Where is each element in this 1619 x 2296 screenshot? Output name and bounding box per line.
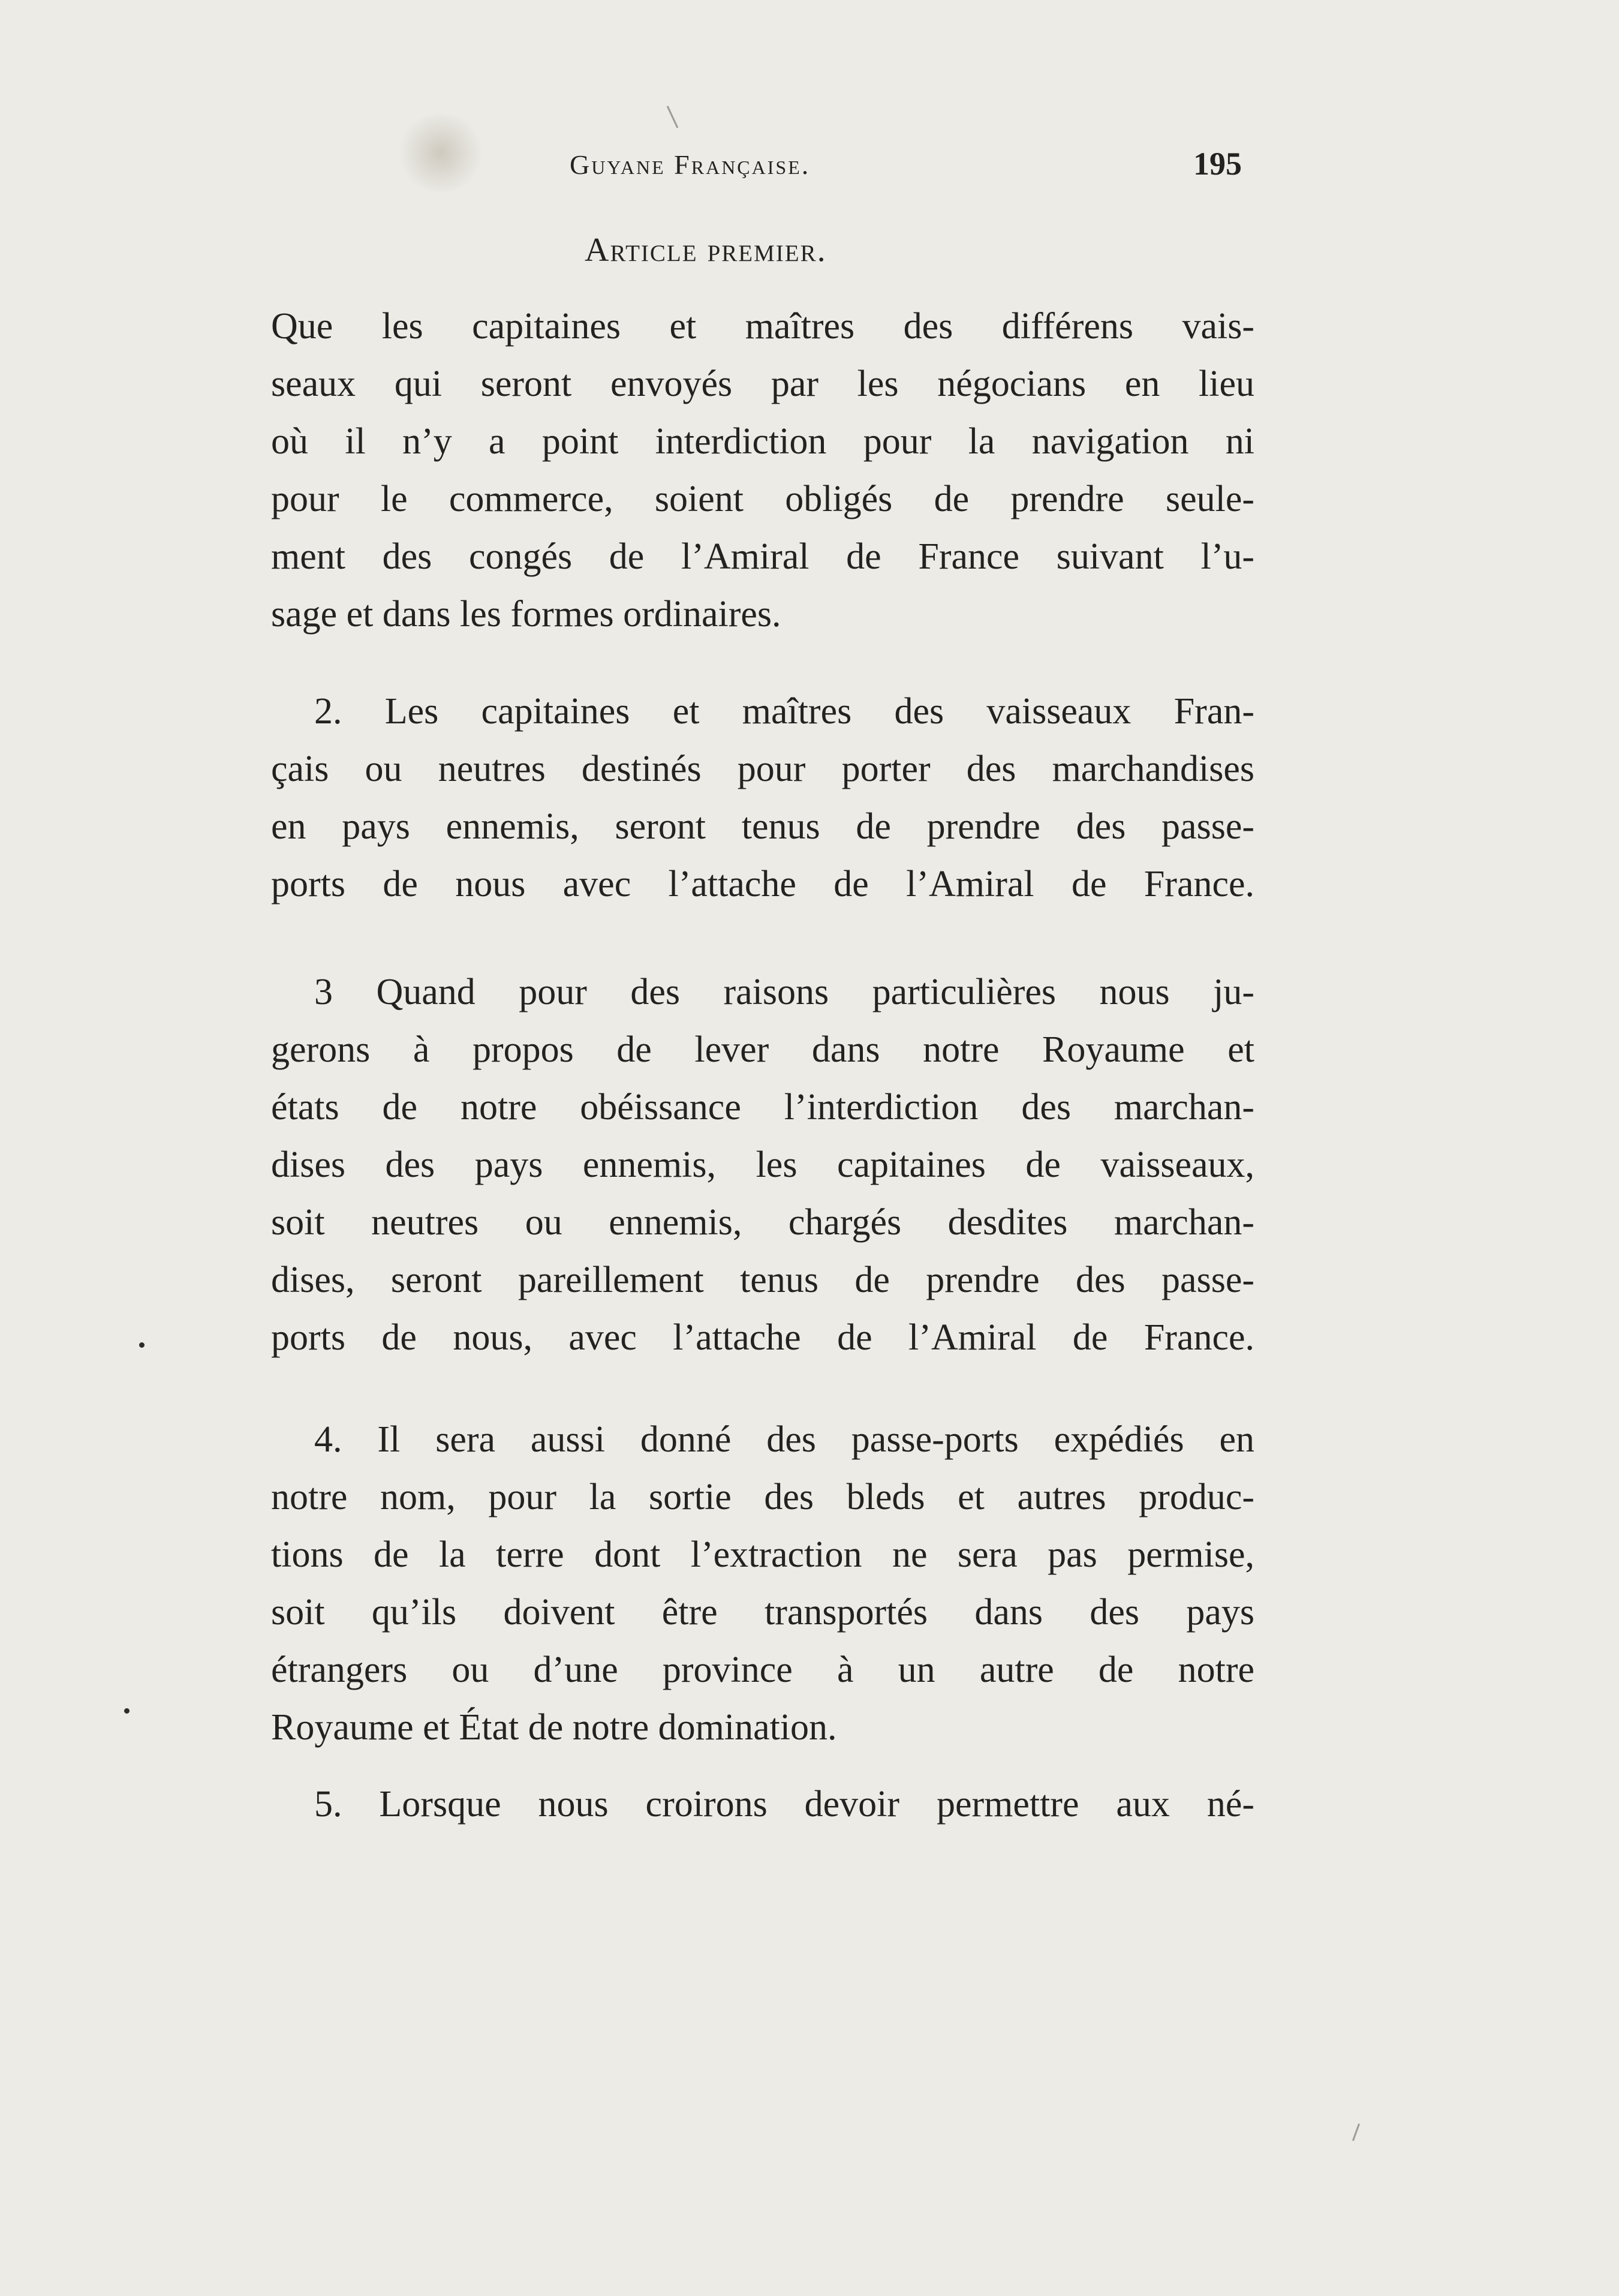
text-line: Royaume et État de notre domination.	[271, 1707, 837, 1748]
text-line: étrangers ou d’une province à un autre de notre	[271, 1649, 1254, 1690]
text-line: états de notre obéissance l’interdiction des marchan-	[271, 1087, 1254, 1128]
paper-mark	[1352, 2123, 1360, 2141]
paragraph-2	[271, 683, 1254, 913]
text-line: tions de la terre dont l’extraction ne sera pas permise,	[271, 1534, 1254, 1575]
ink-speck	[124, 1708, 130, 1714]
text-line: ports de nous avec l’attache de l’Amiral de France.	[271, 864, 1254, 904]
text-line: sage et dans les formes ordinaires.	[271, 594, 781, 635]
text-line: Que les capitaines et maîtres des différens vais-	[271, 306, 1254, 347]
page-number: 195	[1193, 146, 1242, 182]
text-line: 5. Lorsque nous croirons devoir permettre aux né-	[314, 1784, 1254, 1825]
text-line: çais ou neutres destinés pour porter des marchandises	[271, 749, 1254, 789]
text-line: dises, seront pareillement tenus de prendre des passe-	[271, 1260, 1254, 1300]
foxing-stain	[396, 114, 486, 192]
text-line: 4. Il sera aussi donné des passe-ports expédiés en	[314, 1419, 1254, 1460]
text-line: seaux qui seront envoyés par les négocians en lieu	[271, 363, 1254, 404]
text-line: pour le commerce, soient obligés de prendre seule-	[271, 479, 1254, 519]
article-title: Article premier.	[585, 232, 827, 269]
paragraph-1	[271, 297, 1254, 643]
text-line: soit neutres ou ennemis, chargés desdites marchan-	[271, 1202, 1254, 1243]
paper-mark	[667, 106, 679, 128]
text-line: 2. Les capitaines et maîtres des vaisseaux Fran-	[314, 691, 1254, 732]
text-line: gerons à propos de lever dans notre Royaume et	[271, 1029, 1254, 1070]
text-line: où il n’y a point interdiction pour la navigation ni	[271, 421, 1254, 462]
running-head: Guyane Française.	[570, 149, 811, 180]
text-line: en pays ennemis, seront tenus de prendre des passe-	[271, 806, 1254, 847]
text-line: notre nom, pour la sortie des bleds et autres produc-	[271, 1477, 1254, 1517]
text-line: dises des pays ennemis, les capitaines de vaisseaux,	[271, 1144, 1254, 1185]
text-line: ports de nous, avec l’attache de l’Amiral de France.	[271, 1317, 1254, 1358]
paragraph-3	[271, 963, 1254, 1366]
text-line: 3 Quand pour des raisons particulières nous ju-	[314, 972, 1254, 1012]
ink-speck	[139, 1342, 145, 1348]
paragraph-5	[271, 1775, 1254, 1833]
paragraph-4	[271, 1411, 1254, 1756]
text-line: ment des congés de l’Amiral de France suivant l’u-	[271, 536, 1254, 577]
text-line: soit qu’ils doivent être transportés dans des pays	[271, 1592, 1254, 1633]
